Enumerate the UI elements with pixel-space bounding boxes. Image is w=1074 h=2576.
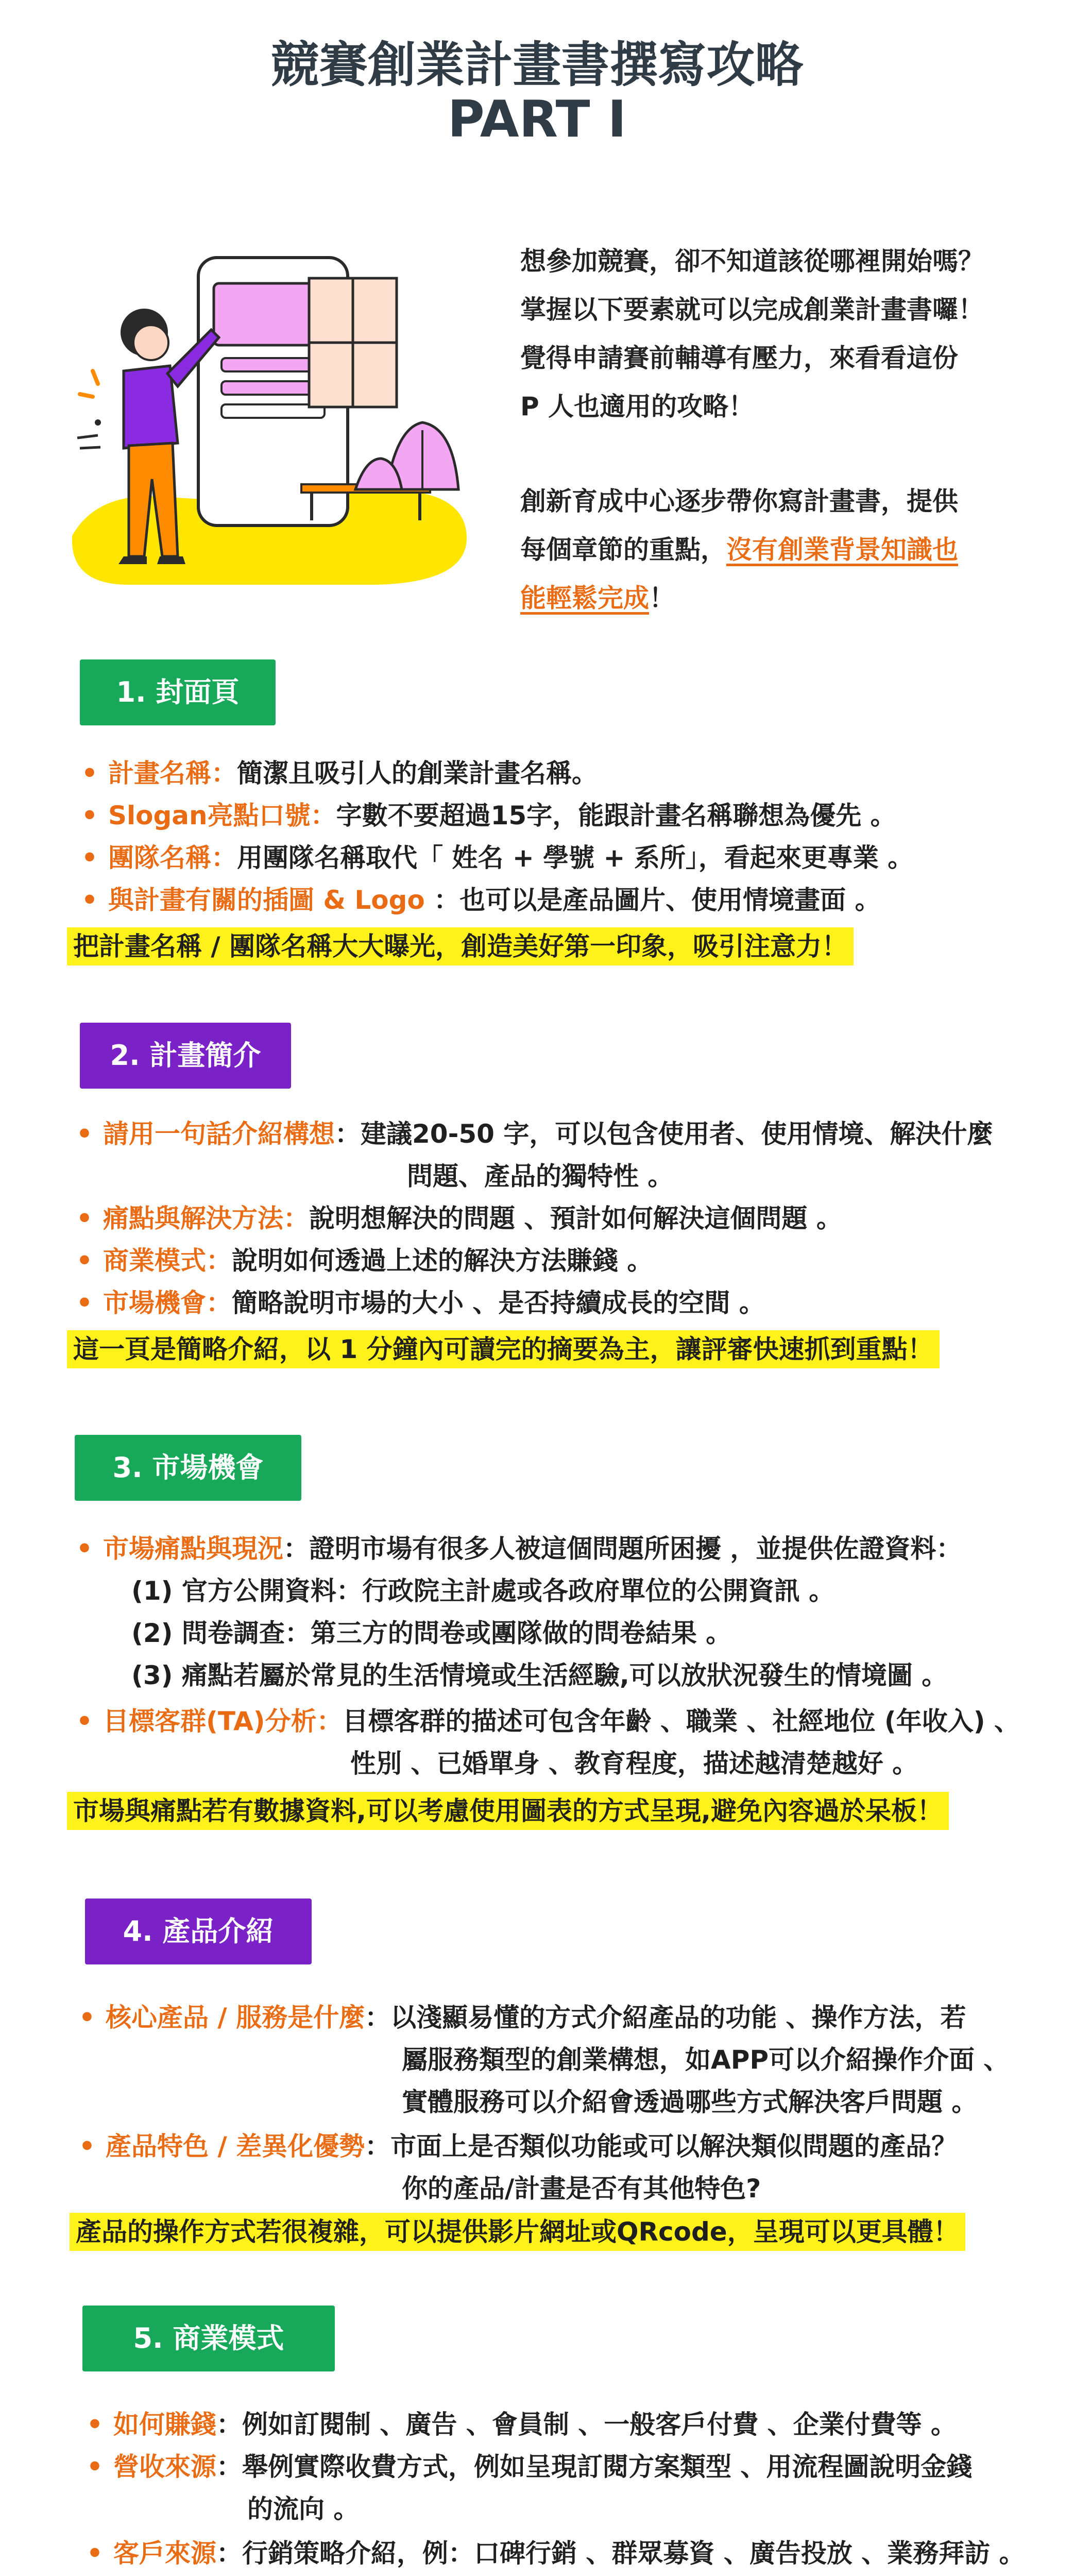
s5-item-cont: 的流向 。 — [247, 2494, 360, 2524]
section-3-heading: 3. 市場機會 — [75, 1435, 301, 1501]
s2-highlight-note: 這一頁是簡略介紹，以 1 分鐘內可讀完的摘要為主，讓評審快速抓到重點！ — [67, 1330, 940, 1368]
s1-item: • Slogan亮點口號：字數不要超過15字，能跟計畫名稱聯想為優先 。 — [81, 801, 896, 831]
s5-item: • 如何賺錢：例如訂閱制 、廣告 、會員制 、一般客戶付費 、企業付費等 。 — [87, 2410, 957, 2439]
s3-sub: (3) 痛點若屬於常見的生活情境或生活經驗,可以放狀況發生的情境圖 。 — [131, 1660, 948, 1690]
s4-item-cont: 你的產品/計畫是否有其他特色? — [402, 2174, 761, 2204]
s5-item: • 營收來源：舉例實際收費方式，例如呈現訂閱方案類型 、用流程圖說明金錢 — [87, 2452, 973, 2482]
intro-line: 創新育成中心逐步帶你寫計畫書，提供 — [520, 486, 958, 516]
s2-item-cont: 問題、產品的獨特性 。 — [407, 1161, 674, 1191]
intro-line: 想參加競賽，卻不知道該從哪裡開始嗎？ — [520, 246, 984, 276]
section-1-heading: 1. 封面頁 — [80, 659, 276, 725]
s2-item: • 市場機會：簡略說明市場的大小 、是否持續成長的空間 。 — [76, 1288, 765, 1318]
s2-item: • 商業模式：說明如何透過上述的解決方法賺錢 。 — [76, 1246, 653, 1276]
intro-highlight: 能輕鬆完成 — [520, 583, 649, 613]
s3-item: • 市場痛點與現況：證明市場有很多人被這個問題所困擾 ，並提供佐證資料： — [76, 1534, 962, 1564]
intro-text — [520, 237, 1025, 622]
section-4-heading: 4. 產品介紹 — [85, 1899, 312, 1964]
page-title: 競賽創業計畫書撰寫攻略 — [270, 37, 804, 93]
s4-item: • 產品特色 / 差異化優勢：市面上是否類似功能或可以解決類似問題的產品？ — [79, 2131, 958, 2161]
s1-item: • 與計畫有關的插圖 & Logo ：也可以是產品圖片、使用情境畫面 。 — [81, 885, 881, 915]
s3-item-cont: 性別 、已婚單身 、教育程度，描述越清楚越好 。 — [350, 1749, 918, 1778]
hero-illustration — [67, 201, 484, 598]
s3-sub: (2) 問卷調查：第三方的問卷或團隊做的問卷結果 。 — [131, 1618, 732, 1648]
section-2-heading: 2. 計畫簡介 — [80, 1023, 291, 1089]
s3-item: • 目標客群(TA)分析：目標客群的描述可包含年齡 、職業 、社經地位 (年收入) 、 — [76, 1706, 1020, 1736]
s2-item: • 請用一句話介紹構想：建議20-50 字，可以包含使用者、使用情境、解決什麼 — [76, 1119, 993, 1149]
intro-line: P 人也適用的攻略！ — [520, 392, 755, 421]
page-subtitle: PART I — [447, 90, 627, 149]
intro-line: 覺得申請賽前輔導有壓力，來看看這份 — [520, 343, 958, 373]
intro-line: 每個章節的重點， — [520, 535, 726, 565]
s4-item-cont: 實體服務可以介紹會透過哪些方式解決客戶問題 。 — [402, 2087, 978, 2117]
s4-item-cont: 屬服務類型的創業構想，如APP可以介紹操作介面 、 — [402, 2045, 1010, 2075]
section-5-heading: 5. 商業模式 — [82, 2306, 335, 2371]
s1-item: • 計畫名稱：簡潔且吸引人的創業計畫名稱。 — [81, 758, 598, 788]
s4-item: • 核心產品 / 服務是什麼：以淺顯易懂的方式介紹產品的功能 、操作方法，若 — [79, 2003, 966, 2032]
s3-highlight-note: 市場與痛點若有數據資料,可以考慮使用圖表的方式呈現,避免內容過於呆板！ — [67, 1792, 949, 1830]
s4-highlight-note: 產品的操作方式若很複雜，可以提供影片網址或QRcode，呈現可以更具體！ — [70, 2213, 965, 2251]
s3-sub: (1) 官方公開資料：行政院主計處或各政府單位的公開資訊 。 — [131, 1576, 835, 1606]
s1-highlight-note: 把計畫名稱 / 團隊名稱大大曝光，創造美好第一印象，吸引注意力！ — [67, 927, 854, 965]
intro-highlight: 沒有創業背景知識也 — [726, 535, 958, 565]
s1-item: • 團隊名稱：用團隊名稱取代「 姓名 + 學號 + 系所」，看起來更專業 。 — [81, 843, 914, 873]
intro-line: 掌握以下要素就可以完成創業計畫書囉！ — [520, 295, 984, 325]
s5-item: • 客戶來源：行銷策略介紹，例：口碑行銷 、群眾募資 、廣告投放 、業務拜訪 。 — [87, 2538, 1025, 2568]
s2-item: • 痛點與解決方法：說明想解決的問題 、預計如何解決這個問題 。 — [76, 1204, 842, 1233]
intro-line: ！ — [649, 583, 675, 613]
